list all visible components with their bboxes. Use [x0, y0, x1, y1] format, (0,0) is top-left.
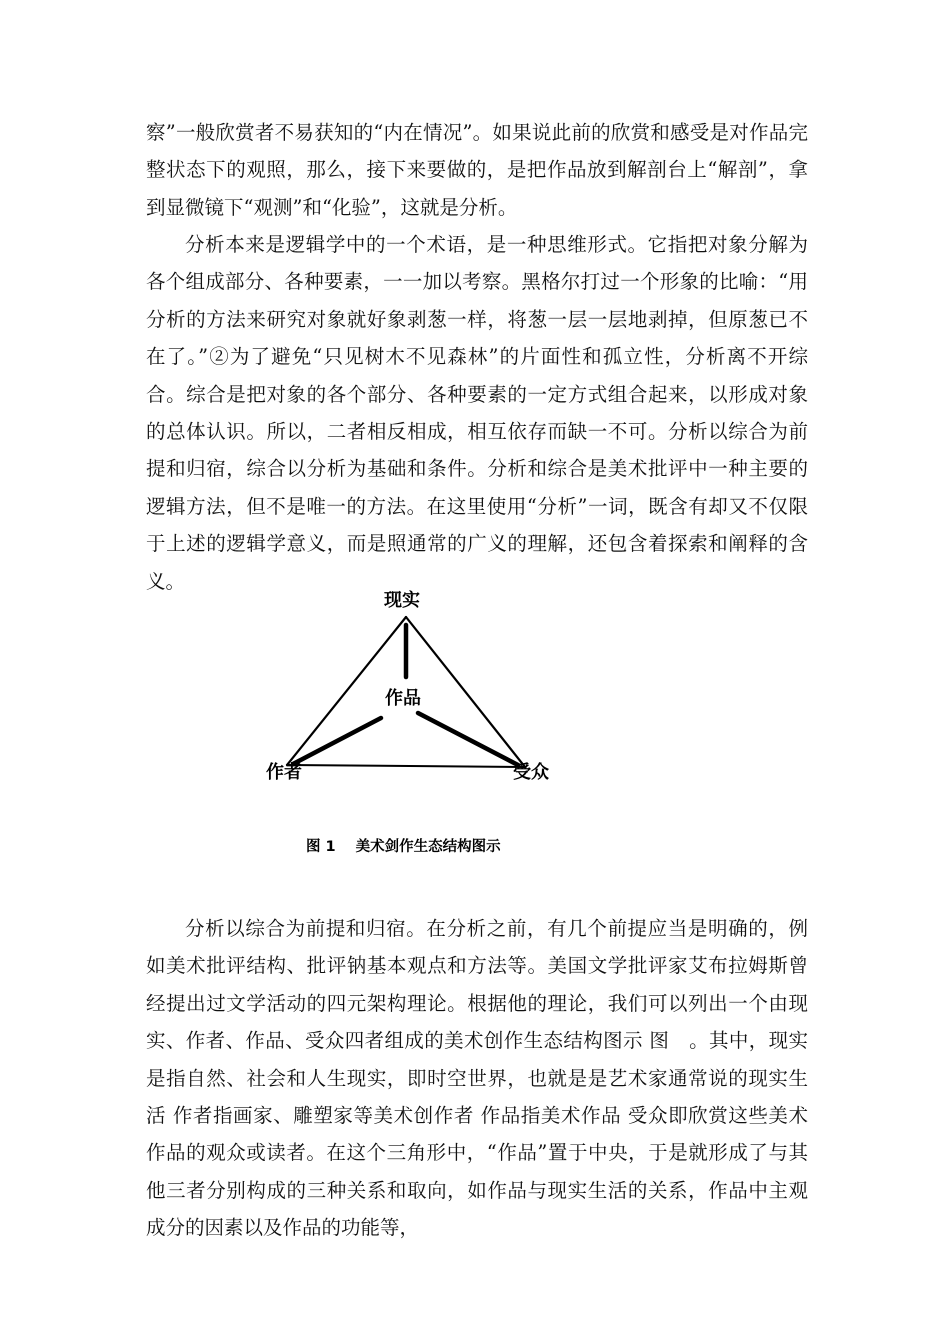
edge-reality-audience — [406, 617, 525, 767]
node-label-reality: 现实 — [384, 590, 420, 611]
figure-ecology-structure-diagram — [250, 585, 570, 800]
node-label-work: 作品 — [385, 688, 421, 709]
edge-author-audience — [287, 765, 525, 767]
node-label-author: 作者 — [266, 762, 302, 783]
figure-caption — [306, 838, 501, 856]
paragraph-2: 分析本来是逻辑学中的一个术语，是一种思维形式。它指把对象分解为各个组成部分、各种要素，一一加以考察。黑格尔打过一个形象的比喻：“用分析的方法来研究对象就好象剥葱一样，将葱一层一层地剥掉，但原葱已不在了。”②为了避免“只见树木不见森林”的片面性和孤立性，分析离不开综合。综合是把对象的各个部分、各种要素的一定方式组合起来，以形成对象的总体认识。所以，二者相反相成，相互依存而缺一不可。分析以综合为前提和归宿，综合以分析为基础和条件。分析和综合是美术批评中一种主要的逻辑方法，但不是唯一的方法。在这里使用“分析”一词，既含有却又不仅限于上述的逻辑学意义，而是照通常的广义的理解，还包含着探索和阐释的含义。 — [146, 233, 808, 593]
figure-caption-title: 美术剑作生态结构图示 — [355, 839, 501, 855]
figure-caption-number: 图 1 — [306, 839, 336, 855]
paragraph-1: 察”一般欣赏者不易获知的“内在情况”。如果说此前的欣赏和感受是对作品完整状态下的观照，那么，接下来要做的，是把作品放到解剖台上“解剖”，拿到显微镜下“观测”和“化验”，这就是分析。 — [146, 121, 808, 219]
paragraph-3: 分析以综合为前提和归宿。在分析之前，有几个前提应当是明确的，例如美术批评结构、批评钠基本观点和方法等。美国文学批评家艾布拉姆斯曾经提出过文学活动的四元架构理论。根据他的理论，我们可以列出一个由现实、作者、作品、受众四者组成的美术创作生态结构图示 图 。其中，现实是指自然、社会和人生现实，即时空世界，也就是是艺术家通常说的现实生活 作者指画家、雕塑家等美术创作者 作品指美术作品 受众即欣赏这些美术作品的观众或读者。在这个三角形中，“作品”置于中央，于是就形成了与其他三者分别构成的三种关系和取向，如作品与现实生活的关系，作品中主观成分的因素以及作品的功能等， — [146, 917, 808, 1240]
node-label-audience: 受众 — [513, 762, 549, 783]
